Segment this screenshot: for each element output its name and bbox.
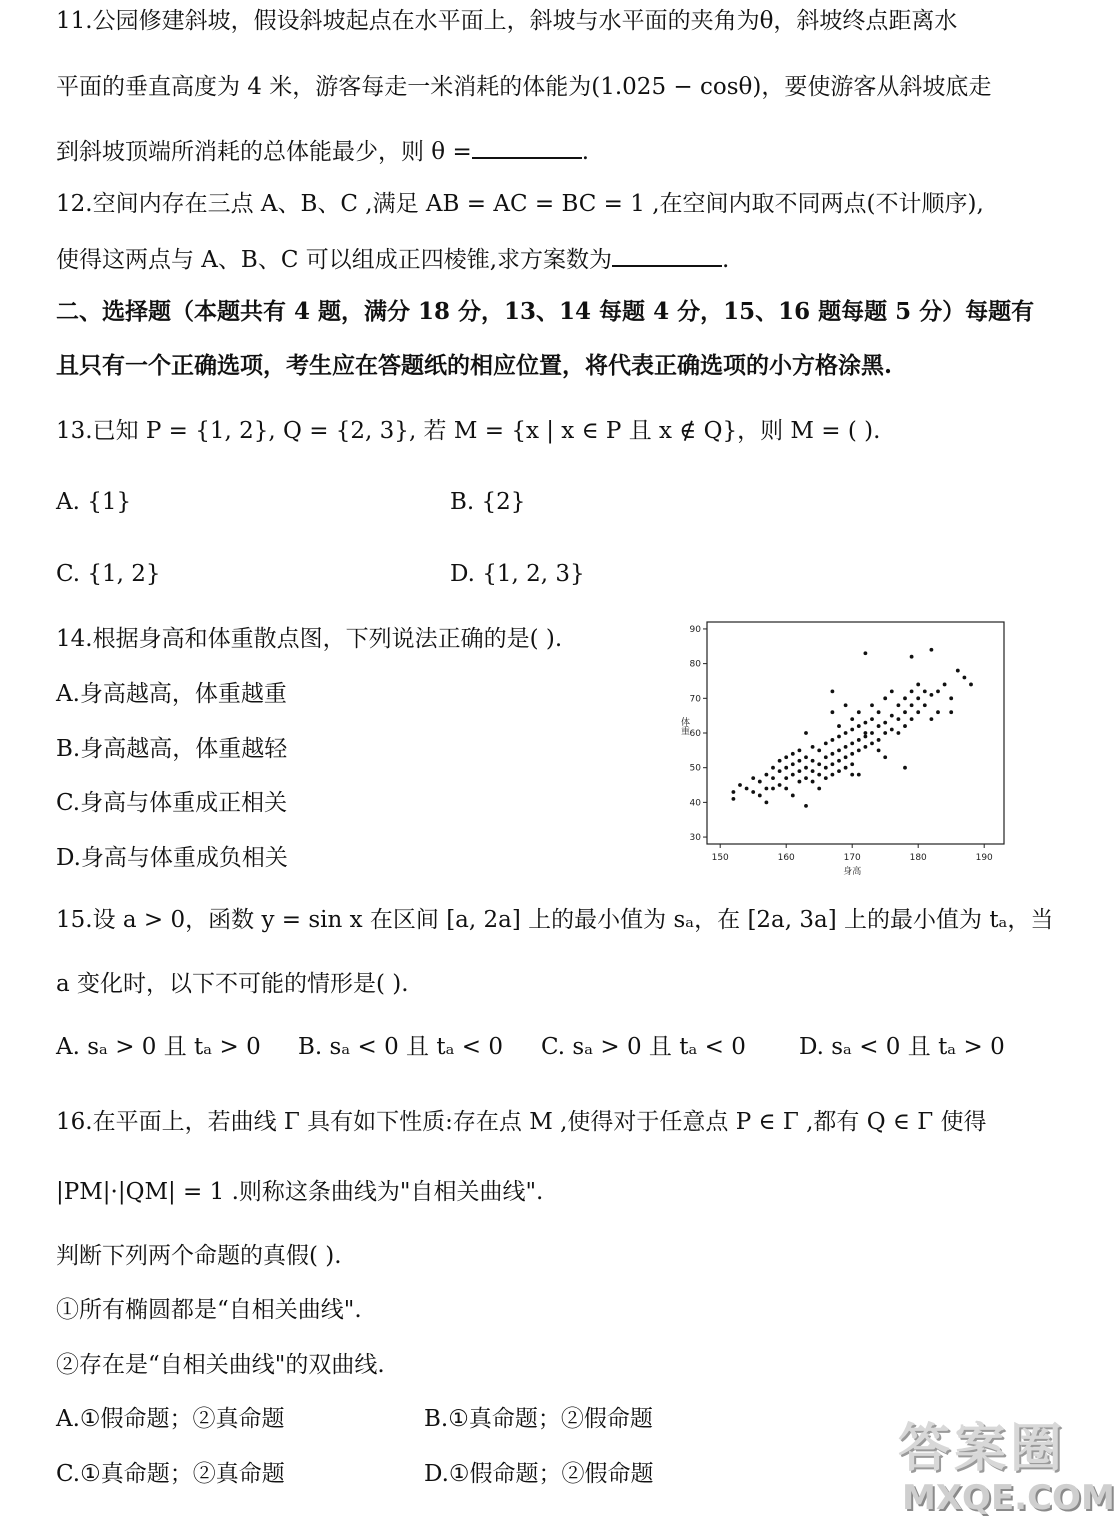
q11-line-3: 到斜坡顶端所消耗的总体能最少，则 θ = . — [56, 135, 589, 167]
height-weight-scatter-chart — [672, 612, 1012, 880]
q16-line-1: 16.在平面上，若曲线 Γ 具有如下性质:存在点 M ,使得对于任意点 P ∈ Γ ,都有 Q ∈ Γ 使得 — [56, 1109, 987, 1135]
data-point — [850, 752, 854, 756]
data-point — [850, 773, 854, 777]
data-point — [897, 703, 901, 707]
data-point — [903, 710, 907, 714]
data-point — [844, 755, 848, 759]
q15-line-2: a 变化时，以下不可能的情形是( ). — [56, 971, 409, 997]
plot-frame — [707, 622, 1004, 844]
data-point — [837, 748, 841, 752]
data-point — [824, 742, 828, 746]
data-point — [877, 724, 881, 728]
q16-option-c: C.①真命题；②真命题 — [56, 1461, 285, 1487]
q15-option-d: D. sₐ < 0 且 tₐ > 0 — [799, 1034, 1005, 1060]
data-point — [930, 693, 934, 697]
data-point — [844, 766, 848, 770]
data-point — [923, 703, 927, 707]
data-point — [916, 710, 920, 714]
data-point — [811, 745, 815, 749]
data-point — [910, 655, 914, 659]
q14-option-c: C.身高与体重成正相关 — [56, 790, 288, 816]
data-point — [784, 766, 788, 770]
q16-proposition-2: ②存在是“自相关曲线"的双曲线. — [56, 1352, 385, 1378]
q16-line-2: |PM|·|QM| = 1 .则称这条曲线为"自相关曲线". — [56, 1179, 544, 1205]
q14-option-a: A.身高越高，体重越重 — [56, 681, 287, 707]
data-point — [784, 755, 788, 759]
data-point — [791, 762, 795, 766]
data-point — [857, 724, 861, 728]
data-point — [732, 797, 736, 801]
data-point — [936, 689, 940, 693]
data-point — [804, 804, 808, 808]
data-point — [910, 717, 914, 721]
data-point — [844, 703, 848, 707]
data-point — [903, 724, 907, 728]
q16-proposition-1: ①所有椭圆都是“自相关曲线". — [56, 1297, 362, 1323]
data-point — [857, 738, 861, 742]
q16-line-3: 判断下列两个命题的真假( ). — [56, 1243, 342, 1269]
section-2-heading: 二、选择题（本题共有 4 题，满分 18 分，13、14 每题 4 分，15、16 题每题 5 分）每题有 — [56, 298, 1035, 325]
data-point — [837, 769, 841, 773]
q15-option-c: C. sₐ > 0 且 tₐ < 0 — [541, 1034, 746, 1060]
q12-line-1: 12.空间内存在三点 A、B、C ,满足 AB = AC = BC = 1 ,在空间内取不同两点(不计顺序), — [56, 191, 984, 217]
data-point — [804, 731, 808, 735]
x-tick-label: 150 — [711, 853, 729, 863]
watermark-text-top: 答案圈 — [898, 1419, 1067, 1479]
data-point — [963, 676, 967, 680]
data-point — [817, 748, 821, 752]
data-point — [857, 710, 861, 714]
y-tick-label: 50 — [689, 763, 701, 774]
data-point — [837, 735, 841, 739]
data-point — [751, 776, 755, 780]
data-point — [949, 696, 953, 700]
data-point — [897, 717, 901, 721]
q13-option-d: D. {1, 2, 3} — [450, 561, 585, 587]
data-point — [817, 762, 821, 766]
data-point — [798, 769, 802, 773]
data-point — [804, 776, 808, 780]
data-point — [831, 710, 835, 714]
y-tick-label: 60 — [689, 729, 701, 739]
data-point — [956, 669, 960, 673]
x-tick-label: 190 — [975, 853, 993, 863]
data-point — [870, 717, 874, 721]
data-point — [897, 731, 901, 735]
data-point — [831, 738, 835, 742]
data-point — [857, 773, 861, 777]
q15-option-a: A. sₐ > 0 且 tₐ > 0 — [56, 1034, 261, 1060]
answer-blank — [612, 243, 722, 267]
y-tick-label: 90 — [689, 624, 701, 635]
data-point — [831, 762, 835, 766]
watermark-text-bottom: MXQE.COM — [902, 1478, 1115, 1518]
data-point — [837, 724, 841, 728]
q13-option-a: A. {1} — [56, 489, 132, 515]
data-point — [890, 689, 894, 693]
data-point — [936, 710, 940, 714]
data-point — [831, 689, 835, 693]
q14-option-d: D.身高与体重成负相关 — [56, 845, 288, 871]
data-point — [811, 759, 815, 763]
data-point — [758, 794, 762, 798]
data-point — [817, 787, 821, 791]
section-2-instructions: 且只有一个正确选项，考生应在答题纸的相应位置，将代表正确选项的小方格涂黑. — [56, 352, 893, 379]
data-point — [798, 759, 802, 763]
data-point — [969, 683, 973, 687]
data-point — [817, 773, 821, 777]
y-tick-label: 40 — [689, 798, 701, 809]
q11-line-1: 11.公园修建斜坡，假设斜坡起点在水平面上，斜坡与水平面的夹角为θ，斜坡终点距离水 — [56, 8, 958, 34]
data-point — [811, 769, 815, 773]
data-point — [784, 787, 788, 791]
q16-option-b: B.①真命题；②假命题 — [424, 1406, 653, 1432]
q16-option-d: D.①假命题；②假命题 — [424, 1461, 654, 1487]
y-tick-label: 70 — [689, 694, 701, 705]
data-point — [923, 689, 927, 693]
data-point — [877, 710, 881, 714]
data-point — [850, 742, 854, 746]
q11-line-3-text: 到斜坡顶端所消耗的总体能最少，则 θ = — [56, 139, 472, 165]
data-point — [870, 703, 874, 707]
q14-stem: 14.根据身高和体重散点图，下列说法正确的是( ). — [56, 626, 563, 652]
data-point — [798, 748, 802, 752]
y-axis-label: 体重 — [679, 717, 689, 736]
data-point — [916, 683, 920, 687]
data-point — [771, 787, 775, 791]
q16-option-a: A.①假命题；②真命题 — [56, 1406, 285, 1432]
data-point — [870, 742, 874, 746]
data-point — [844, 745, 848, 749]
data-point — [903, 766, 907, 770]
data-point — [864, 745, 868, 749]
q11-line-2: 平面的垂直高度为 4 米，游客每走一米消耗的体能为(1.025 − cosθ)，要使游客从斜坡底走 — [56, 74, 992, 100]
data-point — [831, 752, 835, 756]
data-point — [857, 748, 861, 752]
data-point — [883, 755, 887, 759]
data-point — [804, 766, 808, 770]
data-point — [824, 755, 828, 759]
data-point — [910, 689, 914, 693]
data-point — [910, 703, 914, 707]
data-point — [916, 696, 920, 700]
data-point — [811, 780, 815, 784]
data-point — [844, 731, 848, 735]
data-point — [791, 794, 795, 798]
answer-blank — [472, 135, 582, 159]
q15-line-1: 15.设 a > 0，函数 y = sin x 在区间 [a, 2a] 上的最小值为 sₐ，在 [2a, 3a] 上的最小值为 tₐ，当 — [56, 907, 1054, 933]
data-point — [791, 752, 795, 756]
data-point — [745, 787, 749, 791]
data-point — [877, 738, 881, 742]
q14-option-b: B.身高越高，体重越轻 — [56, 736, 288, 762]
data-point — [798, 780, 802, 784]
data-point — [771, 776, 775, 780]
data-point — [883, 731, 887, 735]
data-point — [758, 780, 762, 784]
data-point — [930, 717, 934, 721]
data-point — [850, 762, 854, 766]
data-point — [930, 648, 934, 652]
data-point — [837, 759, 841, 763]
data-point — [903, 696, 907, 700]
data-point — [778, 759, 782, 763]
y-tick-label: 30 — [689, 833, 701, 844]
x-axis-label: 身高 — [843, 867, 862, 877]
x-tick-label: 160 — [777, 853, 795, 863]
data-point — [877, 748, 881, 752]
x-tick-label: 170 — [843, 853, 861, 863]
data-point — [864, 735, 868, 739]
data-point — [883, 721, 887, 725]
data-point — [738, 783, 742, 787]
data-point — [771, 766, 775, 770]
data-point — [831, 773, 835, 777]
data-point — [791, 773, 795, 777]
data-point — [890, 728, 894, 732]
data-point — [943, 683, 947, 687]
q15-option-b: B. sₐ < 0 且 tₐ < 0 — [298, 1034, 503, 1060]
data-point — [778, 769, 782, 773]
q13-option-c: C. {1, 2} — [56, 561, 161, 587]
data-point — [765, 787, 769, 791]
data-point — [864, 731, 868, 735]
data-point — [949, 710, 953, 714]
q13-option-b: B. {2} — [450, 489, 526, 515]
data-point — [850, 728, 854, 732]
data-point — [732, 790, 736, 794]
data-point — [850, 717, 854, 721]
data-point — [804, 755, 808, 759]
data-point — [751, 790, 755, 794]
y-tick-label: 80 — [689, 659, 701, 670]
data-point — [870, 731, 874, 735]
data-point — [824, 776, 828, 780]
data-point — [765, 800, 769, 804]
data-point — [765, 773, 769, 777]
q13-stem: 13.已知 P = {1, 2}, Q = {2, 3}, 若 M = {x | x ∈ P 且 x ∉ Q}，则 M = ( ). — [56, 418, 881, 444]
data-point — [890, 714, 894, 718]
x-tick-label: 180 — [909, 853, 927, 863]
data-point — [778, 783, 782, 787]
q12-line-2-text: 使得这两点与 A、B、C 可以组成正四棱锥,求方案数为 — [56, 247, 613, 273]
data-point — [824, 766, 828, 770]
watermark-logo — [898, 1406, 1115, 1524]
q12-line-2: 使得这两点与 A、B、C 可以组成正四棱锥,求方案数为 . — [56, 243, 729, 275]
data-point — [864, 651, 868, 655]
data-point — [784, 776, 788, 780]
data-point — [883, 696, 887, 700]
data-point — [864, 721, 868, 725]
